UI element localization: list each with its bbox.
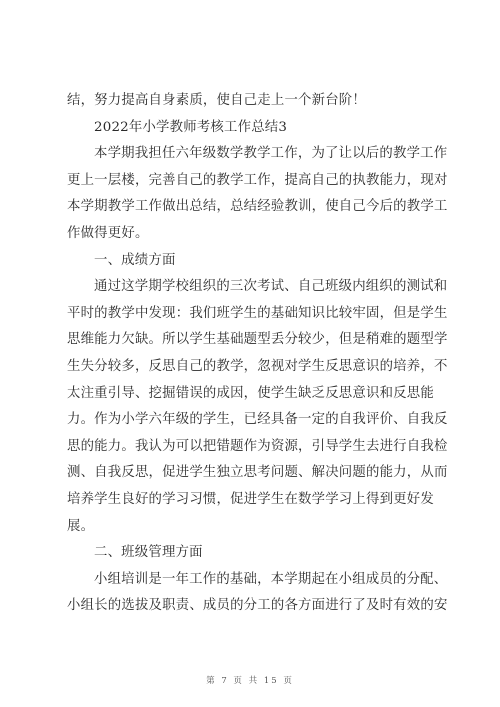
- text-line: 思维能力欠缺。所以学生基础题型丢分较少，但是稍难的题型学: [67, 332, 448, 348]
- text-line: 本学期我担任六年级数学教学工作，为了让以后的教学工作: [94, 146, 448, 162]
- section-heading: 一、成绩方面: [94, 252, 176, 268]
- text-line: 作做得更好。: [67, 225, 149, 241]
- page-number-footer: 第 7 页 共 15 页: [206, 676, 294, 686]
- text-line: 培养学生良好的学习习惯，促进学生在数学学习上得到更好发: [67, 491, 434, 507]
- text-line: 平时的教学中发现：我们班学生的基础知识比较牢固，但是学生: [67, 305, 448, 321]
- text-line: 小组长的选拔及职责、成员的分工的各方面进行了及时有效的安: [67, 598, 448, 614]
- text-line: 小组培训是一年工作的基础，本学期起在小组成员的分配、: [94, 571, 448, 587]
- text-line: 结，努力提高自身素质，使自己走上一个新台阶！: [67, 93, 366, 108]
- text-line: 思的能力。我认为可以把错题作为资源，引导学生去进行自我检: [67, 438, 448, 454]
- section-title: 2022年小学教师考核工作总结3: [94, 119, 288, 135]
- document-body: [67, 88, 448, 620]
- text-line: 更上一层楼，完善自己的教学工作，提高自己的执教能力，现对: [67, 172, 448, 188]
- text-line: 测、自我反思，促进学生独立思考问题、解决问题的能力，从而: [67, 465, 448, 481]
- text-line: 本学期教学工作做出总结，总结经验教训，使自己今后的教学工: [67, 199, 448, 215]
- section-heading: 二、班级管理方面: [94, 545, 203, 561]
- text-line: 太注重引导、挖掘错误的成因，使学生缺乏反思意识和反思能: [67, 385, 434, 401]
- text-line: 力。作为小学六年级的学生，已经具备一定的自我评价、自我反: [67, 412, 448, 428]
- text-line: 生失分较多，反思自己的教学，忽视对学生反思意识的培养，不: [67, 358, 448, 374]
- text-line: 展。: [67, 518, 95, 534]
- text-line: 通过这学期学校组织的三次考试、自己班级内组织的测试和: [94, 279, 448, 295]
